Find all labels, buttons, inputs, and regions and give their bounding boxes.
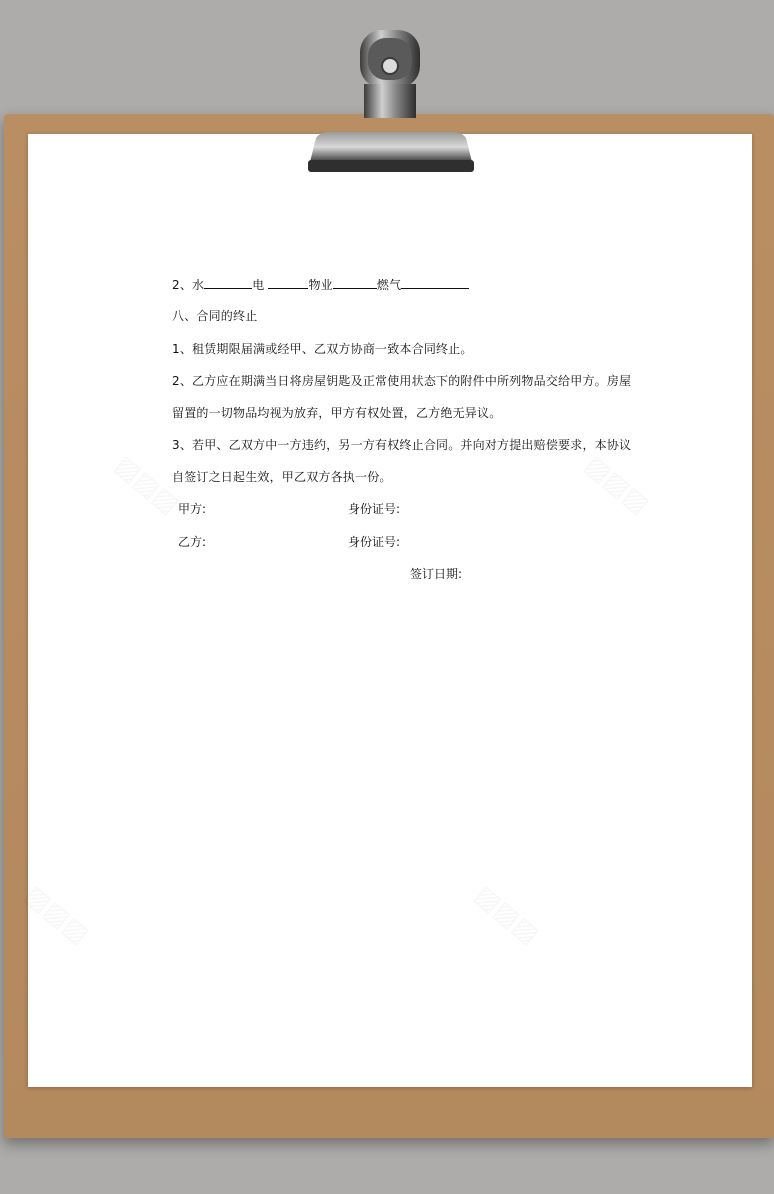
party-a-id-label: 身份证号: (348, 502, 401, 516)
water-label: 2、水 (172, 278, 205, 292)
utilities-line (172, 276, 469, 293)
gas-label: 燃气 (376, 278, 402, 292)
party-b-id-label: 身份证号: (348, 535, 401, 549)
party-b-label: 乙方: (178, 535, 207, 549)
clause-3-line-1: 3、若甲、乙双方中一方违约，另一方有权终止合同。并向对方提出赔偿要求，本协议 (172, 438, 632, 452)
property-blank (333, 276, 377, 289)
electricity-label: 电 (252, 278, 265, 292)
clause-2-line-2: 留置的一切物品均视为放弃，甲方有权处置，乙方绝无异议。 (172, 406, 502, 420)
clip-base-icon (306, 128, 476, 176)
binder-clip-icon (358, 28, 422, 118)
section-heading: 八、合同的终止 (172, 309, 258, 323)
sign-date-label: 签订日期: (410, 567, 463, 581)
property-label: 物业 (308, 278, 333, 292)
water-blank (204, 276, 252, 289)
clause-3-line-2: 自签订之日起生效，甲乙双方各执一份。 (172, 470, 392, 484)
party-a-label: 甲方: (178, 502, 207, 516)
gas-blank (401, 276, 469, 289)
clause-1: 1、租赁期限届满或经甲、乙双方协商一致本合同终止。 (172, 342, 473, 356)
electricity-blank (268, 276, 308, 289)
clause-2-line-1: 2、乙方应在期满当日将房屋钥匙及正常使用状态下的附件中所列物品交给甲方。房屋 (172, 374, 632, 388)
